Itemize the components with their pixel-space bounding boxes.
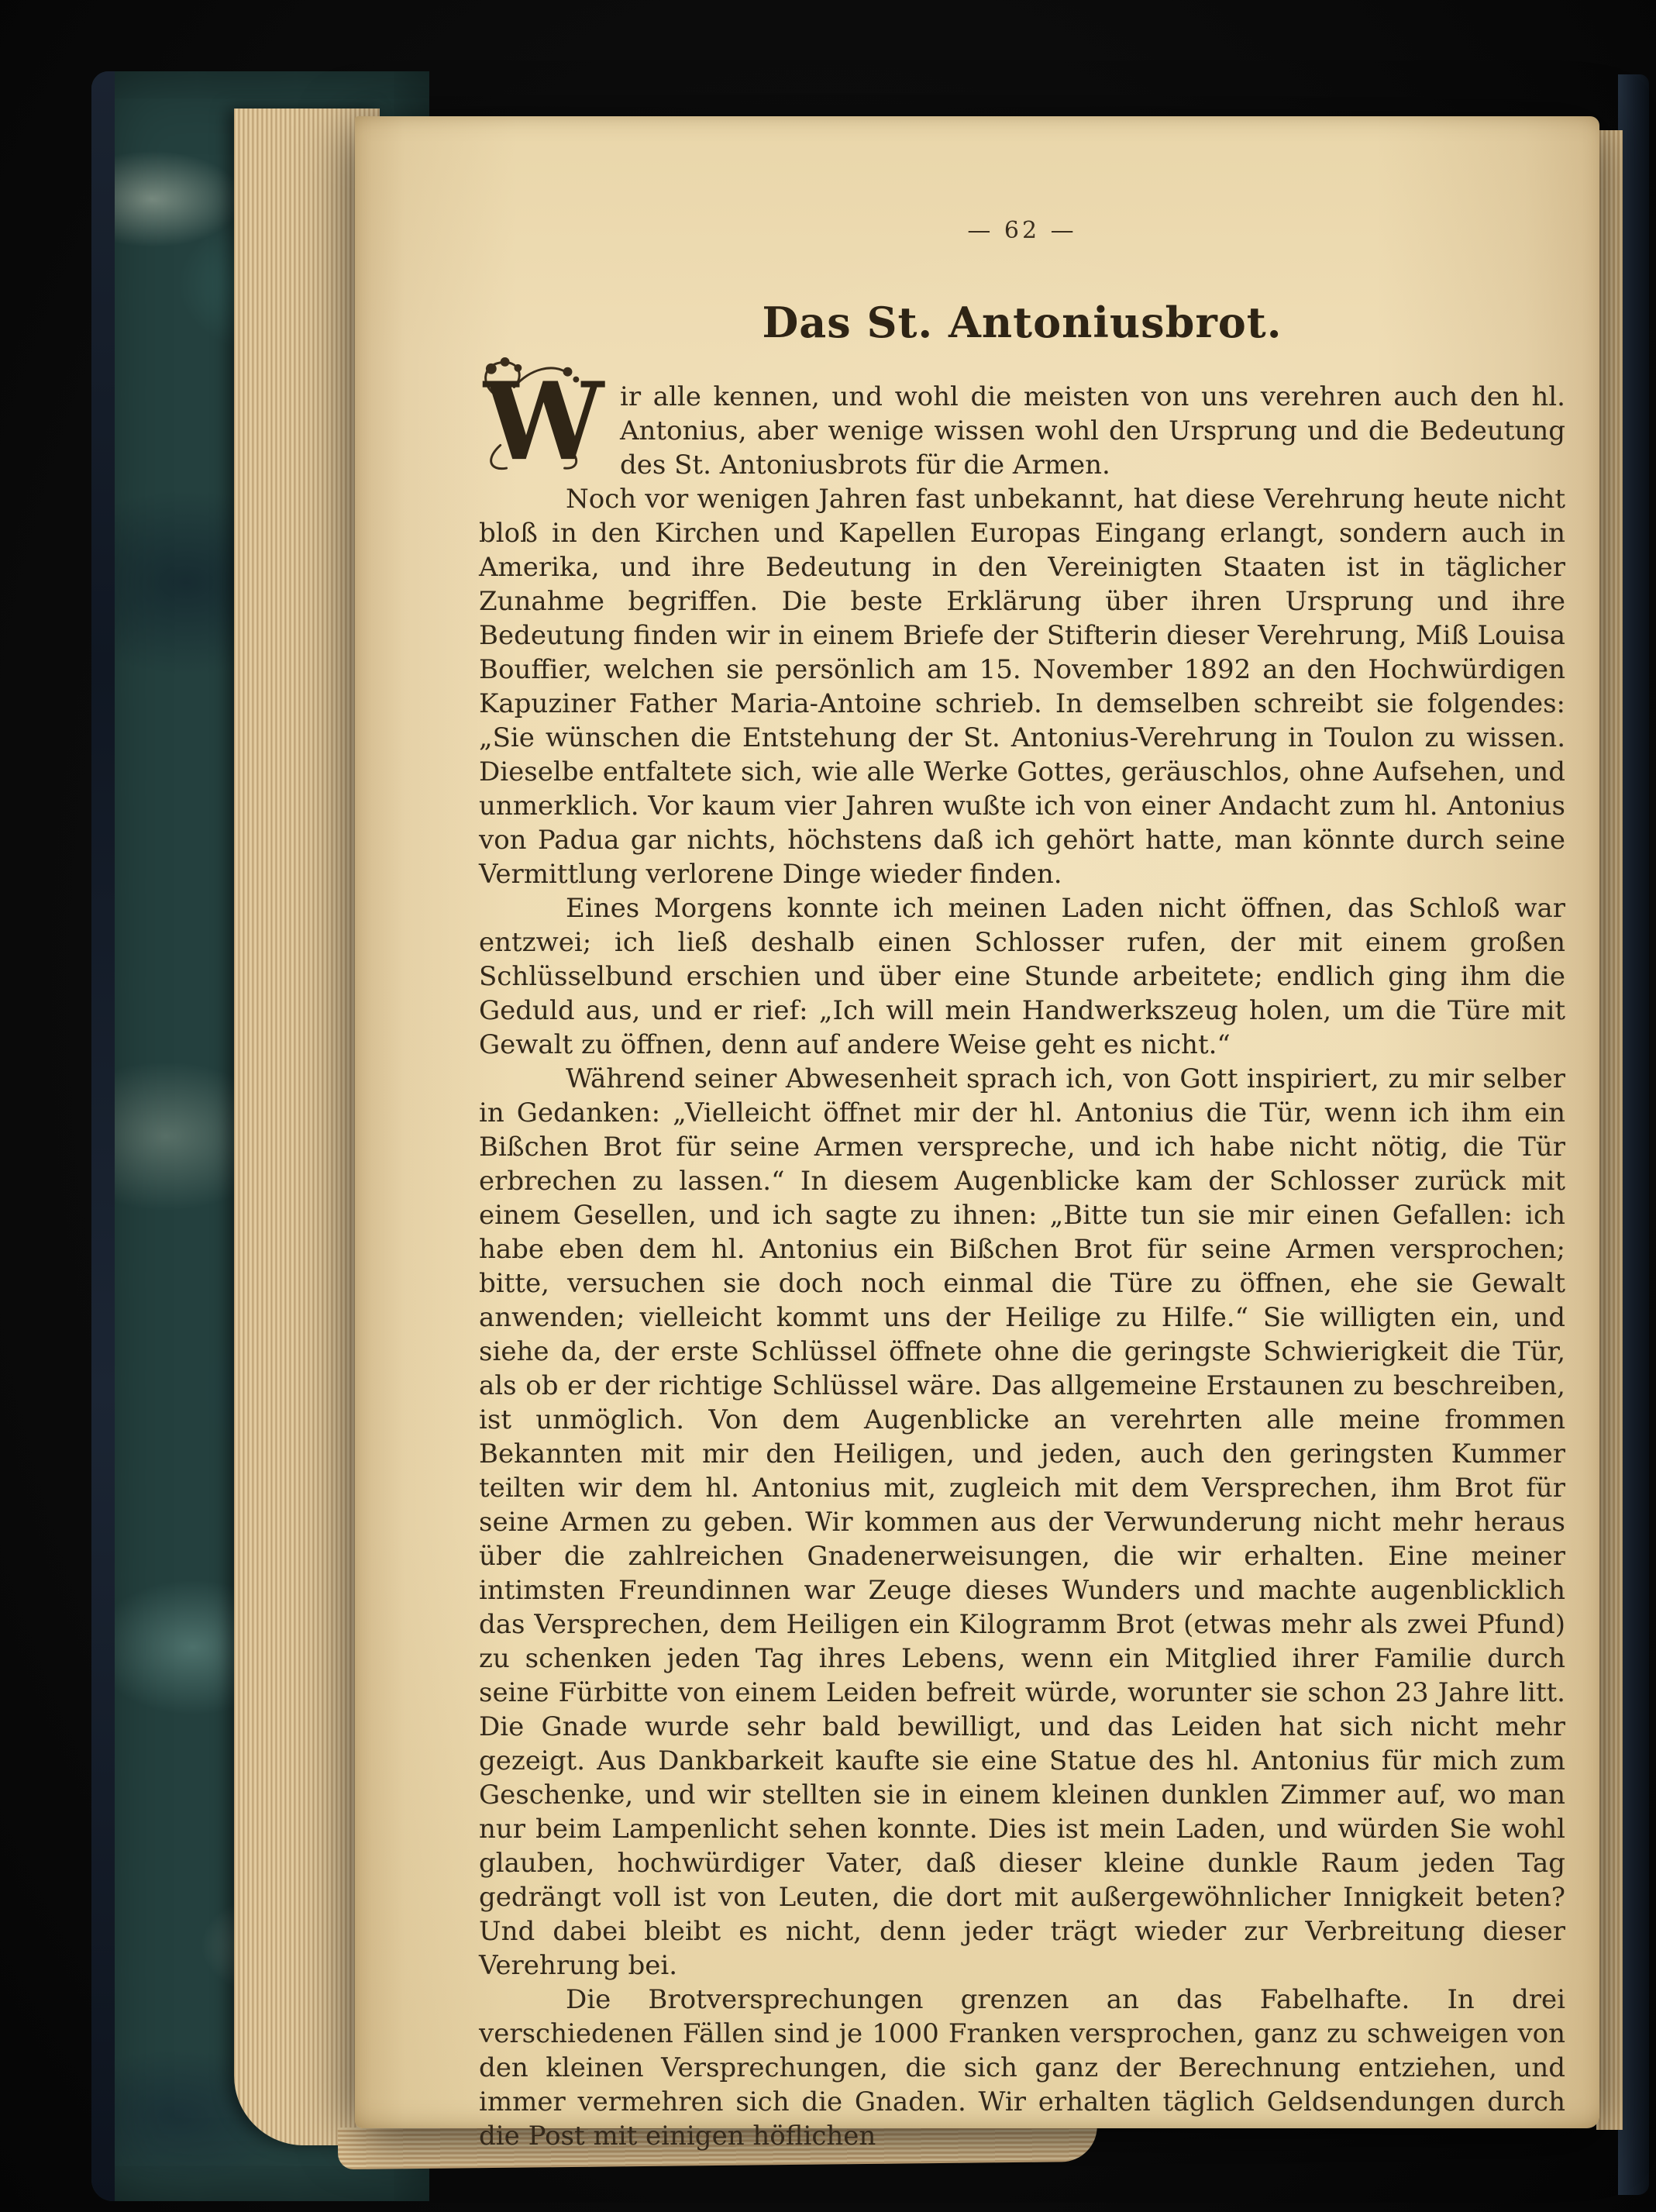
page-title: Das St. Antoniusbrot. bbox=[762, 298, 1282, 347]
paragraph-text: ir alle kennen, und wohl die meisten von uns verehren auch den hl. Antonius, aber wenige wissen wohl den Ursprung und die Bedeutung des St. Antoniusbrots für die Armen. bbox=[620, 381, 1565, 481]
paragraph-opening bbox=[479, 358, 1565, 485]
book-cover-right bbox=[1618, 74, 1649, 2195]
book-page bbox=[355, 116, 1599, 2152]
paragraph: Während seiner Abwesenheit sprach ich, von Gott inspiriert, zu mir selber in Gedanken: „Vielleicht öffnet mir der hl. Antonius die Tür, wenn ich ihm ein Bißchen Brot für seine Armen verspreche, und ich habe nicht nötig, die Tür erbrechen zu lassen.“ In diesem Augenblicke kam der Schlosser zurück mit einem Gesellen, und ich sagte zu ihnen: „Bitte tun sie mir einen Gefallen: ich habe eben dem hl. Antonius ein Bißchen Brot für seine Armen versprochen; bitte, versuchen sie doch noch einmal die Türe zu öffnen, ehe sie Gewalt anwenden; vielleicht kommt uns der Heilige zu Hilfe.“ Sie willigten ein, und siehe da, der erste Schlüssel öffnete ohne die geringste Schwierigkeit die Tür, als ob er der richtige Schlüssel wäre. Das allgemeine Erstaunen zu beschreiben, ist unmöglich. Von dem Augenblicke an verehrten alle meine frommen Bekannten mit mir den Heiligen, und jeden, auch den geringsten Kummer teilten wir dem hl. Antonius mit, zugleich mit dem Versprechen, ihm Brot für seine Armen zu geben. Wir kommen aus der Verwunderung nicht mehr heraus über die zahlreichen Gnadenerweisungen, die wir erhalten. Eine meiner intimsten Freundinnen war Zeuge dieses Wunders und machte augenblicklich das Versprechen, dem Heiligen ein Kilogramm Brot (etwas mehr als zwei Pfund) zu schenken jeden Tag ihres Lebens, wenn ein Mitglied ihrer Familie durch seine Fürbitte von einem Leiden befreit würde, worunter sie schon 23 Jahre litt. Die Gnade wurde sehr bald bewilligt, und das Leiden hat sich nicht mehr gezeigt. Aus Dankbarkeit kaufte sie eine Statue des hl. Antonius für mich zum Geschenke, und wir stellten sie in einem kleinen dunklen Zimmer auf, wo man nur beim Lampenlicht sehen konnte. Dies ist mein Laden, und würden Sie wohl glauben, hochwürdiger Vater, daß dieser kleine dunkle Raum jeden Tag gedrängt voll ist von Leuten, die dort mit außergewöhnlicher Innigkeit beten? Und dabei bleibt es nicht, denn jeder trägt wieder zur Verbreitung dieser Verehrung bei. bbox=[479, 1063, 1565, 1981]
page-text-block bbox=[479, 214, 1565, 2153]
book-spine-edge bbox=[91, 71, 115, 2201]
ornate-initial-icon bbox=[474, 355, 604, 485]
drop-cap-letter: W bbox=[483, 358, 604, 485]
next-leaf-fore-edge bbox=[1596, 130, 1623, 2130]
paragraph: Die Brotversprechungen grenzen an das Fabelhafte. In drei verschiedenen Fällen sind je 1000 Franken versprochen, ganz zu schweigen von den kleinen Versprechungen, die sich ganz der Berechnung entziehen, und immer vermehren sich die Gnaden. Wir erhalten täglich Geldsendungen durch die Post mit einigen höflichen bbox=[479, 1984, 1565, 2152]
paragraph: Eines Morgens konnte ich meinen Laden nicht öffnen, das Schloß war entzwei; ich ließ deshalb einen Schlosser rufen, der mit einem großen Schlüsselbund erschien und über eine Stunde arbeitete; endlich ging ihm die Geduld aus, und er rief: „Ich will mein Handwerkszeug holen, um die Türe mit Gewalt zu öffnen, denn auf andere Weise geht es nicht.“ bbox=[479, 893, 1565, 1060]
page-number: — 62 — bbox=[967, 217, 1077, 244]
paragraph: Noch vor wenigen Jahren fast unbekannt, hat diese Verehrung heute nicht bloß in den Kirchen und Kapellen Europas Eingang erlangt, sondern auch in Amerika, und ihre Bedeutung in den Vereinigten Staaten ist in täglicher Zunahme begriffen. Die beste Erklärung über ihren Ursprung und ihre Bedeutung finden wir in einem Briefe der Stifterin dieser Verehrung, Miß Louisa Bouffier, welchen sie persönlich am 15. November 1892 an den Hochwürdigen Kapuziner Father Maria-Antoine schrieb. In demselben schreibt sie folgendes: „Sie wünschen die Entstehung der St. Antonius-Verehrung in Toulon zu wissen. Dieselbe entfaltete sich, wie alle Werke Gottes, geräuschlos, ohne Aufsehen, und unmerklich. Vor kaum vier Jahren wußte ich von einer Andacht zum hl. Antonius von Padua gar nichts, höchstens daß ich gehört hatte, man könnte durch seine Vermittlung verlorene Dinge wieder finden. bbox=[479, 484, 1565, 890]
